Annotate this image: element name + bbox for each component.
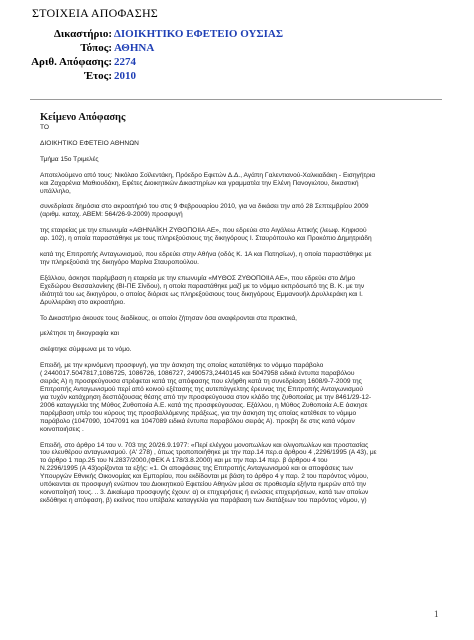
meta-decision-number-value: 2274 bbox=[114, 56, 136, 68]
text-line: Το Δικαστήριο άκουσε τους διαδίκους, οι οποίοι ζήτησαν όσα αναφέρονται στα πρακτικά, bbox=[40, 314, 297, 322]
text-line: κοινοποίησή τους. .. 3. Δικαίωμα προσφυγής έχουν: α) οι επιχειρήσεις ή ενώσεις επιχειρήσεων, κατά των οποίων bbox=[40, 489, 369, 497]
text-line: κοινοποιήσεις . bbox=[40, 425, 84, 433]
page-number: 1 bbox=[434, 609, 439, 619]
text-line: συνεδρίασε δημόσια στο ακροατήριό του στις 9 Φεβρουαρίου 2010, για να δικάσει την από 28 Σεπτεμβρίου 2009 bbox=[40, 203, 369, 211]
text-line: (αριθμ. καταχ. ΑΒΕΜ: 564/26-9-2009) προσφυγή bbox=[40, 211, 183, 219]
text-line: το άρθρο 1 παρ.25 του Ν.2837/2000,(ΦΕΚ Α 178/3.8.2000) και με την παρ.14 περ. β άρθρου 4 του bbox=[40, 457, 328, 465]
text-line: Εχεδώρου Θεσσαλονίκης (ΒΙ-ΠΕ Σίνδου), η οποία παραστάθηκε μαζί με το νόμιμο εκπρόσωπό της Β. Κ. με την bbox=[40, 282, 365, 290]
text-line: Δρυλλεράκη στο ακροατήριο. bbox=[40, 298, 126, 306]
paragraph-gap bbox=[40, 219, 436, 227]
text-line: κατά της Επιτροπής Ανταγωνισμού, που εδρεύει στην Αθήνα (οδός Κ. 1Α και Πατησίων), η οποία παραστάθηκε με bbox=[40, 251, 372, 258]
section-title: Κείμενο Απόφασης bbox=[40, 112, 126, 123]
paragraph-gap bbox=[40, 434, 436, 442]
meta-court bbox=[0, 28, 474, 42]
text-line: Υπουργών Εθνικής Οικονομίας και Εμπορίου, που εκδίδονται με βάση το άρθρο 4 γ παρ. 2 του παρόντος νόμου, bbox=[40, 473, 369, 481]
text-line: Επιτροπής Ανταγωνισμού περί από κοινού εξέτασης της αυτεπάγγελτης έρευνας της Επιτροπής Ανταγωνισμού bbox=[40, 385, 364, 393]
meta-year bbox=[0, 70, 474, 84]
text-line: για τυχόν κατάχρηση δεσπόζουσας θέσης από την προσφεύγουσα στον κλάδο της ζυθοποιίας με την 8461/29-12- bbox=[40, 393, 372, 401]
text-line: εκδόθηκε η απόφαση, β) εκείνος που υπέβαλε καταγγελία για παράβαση των διατάξεων του παρόντος νόμου, γ) bbox=[40, 497, 367, 505]
text-line: παρέμβαση υπέρ του κύρους της προσβαλλόμενης πράξεως, για την άσκηση της οποίας κατέθεσε το νόμιμο bbox=[40, 409, 357, 417]
meta-court-value: ΔΙΟΙΚΗΤΙΚΟ ΕΦΕΤΕΙΟ ΟΥΣΙΑΣ bbox=[114, 28, 284, 40]
text-line: Ν.2296/1995 (Α 43)ορίζονται τα εξής: «1. Οι αποφάσεις της Επιτροπής Ανταγωνισμού και οι αποφάσεις των bbox=[40, 465, 353, 473]
paragraph-gap bbox=[40, 307, 436, 315]
text-line: ( 2440017.5047817,1086725, 1086726, 1086727, 2490573,2440145 και 5047958 ειδικά έντυπα παραβόλου bbox=[40, 370, 355, 378]
meta-decision-number-label: Αριθ. Απόφασης: bbox=[31, 56, 112, 68]
text-line: σειράς Α) η προσφεύγουσα στρέφεται κατά της απόφασης που ελήφθη κατά τη συνεδρίαση 1608/9-7-2009 της bbox=[40, 378, 362, 385]
text-line: της εταιρείας με την επωνυμία «ΑΘΗΝΑΪΚΗ ΖΥΘΟΠΟΙΙΑ ΑΕ», που εδρεύει στο Αιγάλεω Αττικής (λεωφ. Κηφισού bbox=[40, 227, 367, 235]
text-line: υπόκεινται σε προσφυγή ενώπιον του Διοικητικού Εφετείου Αθηνών μέσα σε προθεσμία εξήντα ημερών από την bbox=[40, 481, 367, 489]
meta-place-label: Τόπος: bbox=[80, 42, 112, 54]
text-line: Τμήμα 15ο Τριμελές bbox=[40, 155, 99, 163]
divider bbox=[30, 99, 442, 100]
text-line: αρ. 102), η οποία παραστάθηκε με τους πληρεξούσιους της δικηγόρους Ι. Σταυρόπουλο και Προκόπιο Δημητριάδη bbox=[40, 235, 372, 243]
text-line: ΔΙΟΙΚΗΤΙΚΟ ΕΦΕΤΕΙΟ ΑΘΗΝΩΝ bbox=[40, 139, 139, 147]
text-line: και Ζαχαρένια Μαθιουδάκη, Εφέτες Διοικητικών Δικαστηρίων και γραμματέα την Ελένη Πανογιώτου, δικαστική bbox=[40, 179, 359, 187]
text-line: 2006 καταγγελία της Μύθος Ζυθοποιία Α.Ε. κατά της προσφεύγουσας. Εξάλλου, η Μύθος Ζυθοποιία Α.Ε άσκησε bbox=[40, 401, 368, 409]
text-line: ΤΟ bbox=[40, 124, 50, 131]
text-line: παράβολο (1047090, 1047091 και 1047089 ειδικά έντυπα παραβόλου σειράς Α). προεβη δε στις κατά νόμον bbox=[40, 417, 355, 425]
text-line: του ελευθέρου ανταγωνισμού. (Α' 278) , όπως τροποποιήθηκε με την παρ.14 περ.α άρθρου 4 ,2296/1995 (Α 43), με bbox=[40, 449, 377, 457]
meta-year-label: Έτος: bbox=[84, 70, 112, 82]
text-line: μελέτησε τη δικογραφία και bbox=[40, 330, 119, 338]
text-line: την πληρεξούσιά της δικηγόρο Μαρίνα Σταυροπούλου. bbox=[40, 258, 199, 266]
text-line: σκέφτηκε σύμφωνα με το νόμο. bbox=[40, 346, 132, 354]
meta-place-value: ΑΘΗΝΑ bbox=[114, 42, 155, 54]
paragraph-gap bbox=[40, 243, 436, 251]
meta-decision-number bbox=[0, 56, 474, 70]
meta-year-value: 2010 bbox=[114, 70, 136, 82]
text-line: Επειδή, με την κρινόμενη προσφυγή, για την άσκηση της οποίας κατατέθηκε το νόμιμο παράβολο bbox=[40, 362, 324, 370]
paragraph-gap bbox=[40, 132, 436, 140]
paragraph-gap bbox=[40, 164, 436, 172]
text-line: Επειδή, στο άρθρο 14 του ν. 703 της 20/26.9.1977: «Περί ελέγχου μονοπωλίων και ολιγοπωλίων και προστασίας bbox=[40, 441, 369, 449]
meta-court-label: Δικαστήριο: bbox=[54, 28, 112, 40]
paragraph-gap bbox=[40, 354, 436, 362]
paragraph-gap bbox=[40, 148, 436, 156]
text-line: Αποτελούμενο από τους: Νικόλαο Σοϊλεντάκη, Πρόεδρο Εφετών Δ.Δ., Αγάπη Γαλεντιανού-Χαλκιαδάκη - Εισηγήτρια bbox=[40, 171, 376, 179]
text-line: Εξάλλου, άσκησε παρέμβαση η εταιρεία με την επωνυμία «ΜΥΘΟΣ ΖΥΘΟΠΟΙΙΑ ΑΕ», που εδρεύει στο Δήμο bbox=[40, 274, 356, 282]
meta-place bbox=[0, 42, 474, 56]
text-line: ιδιότητά του ως δικηγόρου, ο οποίος διόρισε ως πληρεξούσιους τους δικηγόρους Εμμανουήλ Δρυλλεράκη και Ι. bbox=[40, 290, 363, 298]
paragraph-gap bbox=[40, 267, 436, 275]
page-heading: ΣΤΟΙΧΕΙΑ ΑΠΟΦΑΣΗΣ bbox=[32, 6, 158, 20]
decision-text bbox=[40, 124, 436, 505]
text-line: υπάλληλο, bbox=[40, 187, 71, 195]
